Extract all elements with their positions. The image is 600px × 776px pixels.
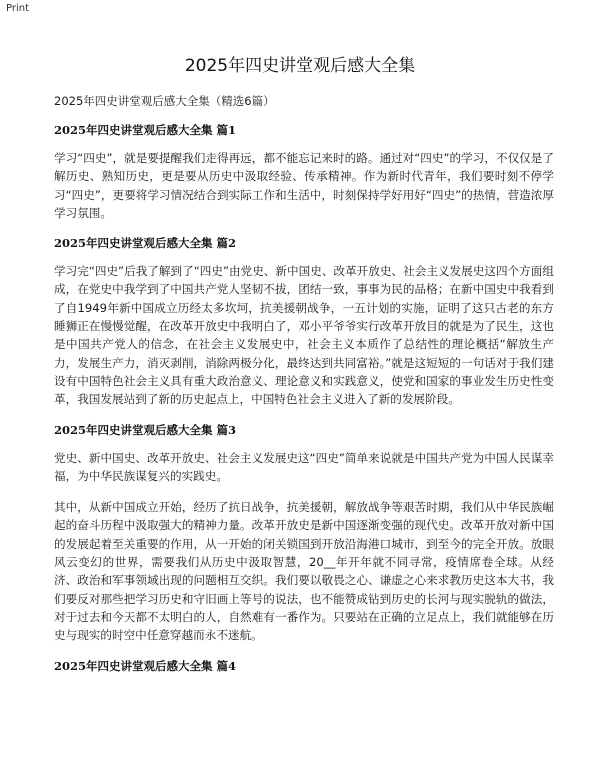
section-2 [54,235,554,408]
section-heading: 2025年四史讲堂观后感大全集 篇3 [54,422,237,437]
section-paragraph: 党史、新中国史、改革开放史、社会主义发展史这“四史”简单来说就是中国共产党为中国人民谋幸福，为中华民族谋复兴的实践史。 [54,450,554,483]
section-heading: 2025年四史讲堂观后感大全集 篇4 [54,658,237,673]
print-label[interactable]: Print [6,3,30,14]
section-4 [54,658,554,675]
section-heading: 2025年四史讲堂观后感大全集 篇2 [54,236,237,251]
document-body [54,93,554,685]
section-1 [54,122,554,222]
section-paragraph: 其中，从新中国成立开始，经历了抗日战争，抗美援朝，解放战争等艰苦时期，我们从中华民族崛起的奋斗历程中汲取强大的精神力量。改革开放史是新中国逐渐变强的现代史。改革开放对新中国的发展起着至关重要的作用，从一开始的闭关锁国到开放沿海港口城市，到至今的完全开放。放眼风云变幻的世界，需要我们从历史中汲取智慧，20__年开年就不同寻常，疫情席卷全球。从经济、政治和军事领域出现的问题相互交织。我们要以敬畏之心、谦虚之心来求教历史这本大书，我们要反对那些把学习历史和守旧画上等号的说法，也不能赞成钻到历史的长河与现实脱轨的做法，对于过去和今天都不太明白的人，自然难有一番作为。只要站在正确的立足点上，我们就能够在历史与现实的时空中任意穿越而永不迷航。 [54,500,554,643]
document-title: 2025年四史讲堂观后感大全集 [184,56,416,76]
section-heading: 2025年四史讲堂观后感大全集 篇1 [54,123,237,137]
section-3 [54,422,554,645]
section-paragraph: 学习“四史”，就是要提醒我们走得再远，都不能忘记来时的路。通过对“四史”的学习，不仅仅是了解历史、熟知历史，更是要从历史中汲取经验、传承精神。作为新时代青年，我们要时刻不停学习“四史”，更要将学习情况结合到实际工作和生活中，时刻保持学好用好“四史”的热情，营造浓厚学习氛围。 [54,151,554,220]
document-subtitle: 2025年四史讲堂观后感大全集（精选6篇） [54,94,275,108]
section-paragraph: 学习完“四史”后我了解到了“四史”由党史、新中国史、改革开放史、社会主义发展史这四个方面组成，在党史中我学到了中国共产党人坚韧不拔，团结一致，事事为民的品格；在新中国史中我看到了自1949年新中国成立历经太多坎坷，抗美援朝战争，一五计划的实施，证明了这只古老的东方睡狮正在慢慢觉醒，在改革开放史中我明白了，邓小平爷爷实行改革开放目的就是为了民生，这也是中国共产党人的信念，在社会主义发展史中，社会主义本质作了总结性的理论概括“解放生产力，发展生产力，消灭剥削，消除两极分化，最终达到共同富裕。”就是这短短的一句话对于我们建设有中国特色社会主义具有重大政治意义、理论意义和实践意义，使党和国家的事业发生历史性变革，我国发展站到了新的历史起点上，中国特色社会主义进入了新的发展阶段。 [54,264,554,407]
